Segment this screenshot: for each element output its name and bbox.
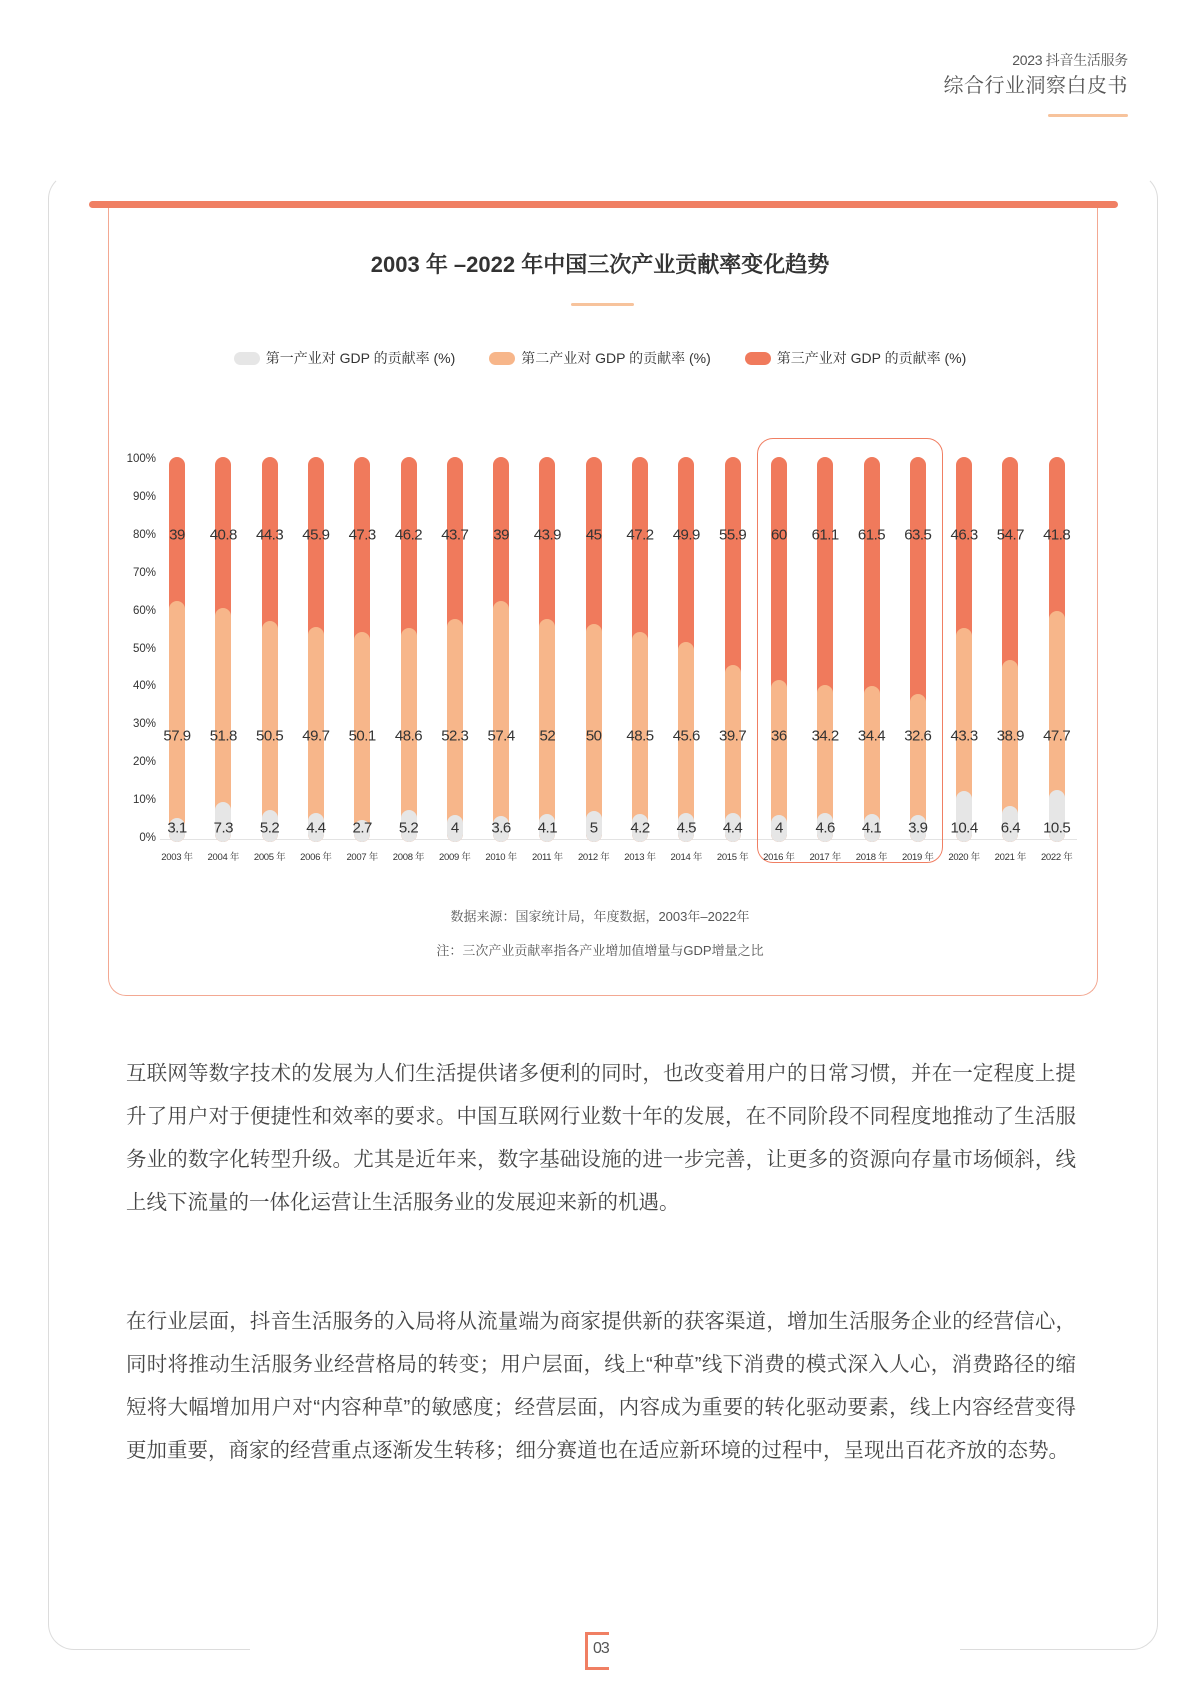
value-label-primary: 4 <box>450 819 459 837</box>
x-tick-label: 2009 年 <box>439 852 471 863</box>
value-label-primary: 2.7 <box>352 819 372 837</box>
value-label-tertiary: 45 <box>585 526 602 544</box>
chart-source: 数据来源：国家统计局，年度数据，2003年–2022年 <box>450 909 750 924</box>
body-paragraph-1: 互联网等数字技术的发展为人们生活提供诸多便利的同时，也改变着用户的日常习惯，并在一定程度上提升了用户对于便捷性和效率的要求。中国互联网行业数十年的发展，在不同阶段不同程度地推动了生活服务业的数字化转型升级。尤其是近年来，数字基础设施的进一步完善，让更多的资源向存量市场倾斜，线上线下流量的一体化运营让生活服务业的发展迎来新的机遇。 <box>126 1062 1076 1214</box>
x-tick-label: 2003 年 <box>161 852 193 863</box>
segment-secondary <box>493 601 509 842</box>
value-label-primary: 4.1 <box>861 819 882 837</box>
value-label-secondary: 50.1 <box>348 727 376 745</box>
x-tick-label: 2013 年 <box>624 852 656 863</box>
legend-label-secondary: 第二产业对 GDP 的贡献率 (%) <box>521 350 711 366</box>
value-label-tertiary: 40.8 <box>209 526 237 544</box>
value-label-secondary: 45.6 <box>672 727 700 745</box>
value-label-tertiary: 46.3 <box>950 526 978 544</box>
value-label-secondary: 48.6 <box>394 727 423 745</box>
chart-title: 2003 年 –2022 年中国三次产业贡献率变化趋势 <box>370 252 830 277</box>
value-label-primary: 4.5 <box>676 819 696 837</box>
x-tick-label: 2020 年 <box>948 852 980 863</box>
value-label-primary: 4.2 <box>630 819 650 837</box>
x-tick-label: 2015 年 <box>716 852 749 863</box>
x-tick-label: 2016 年 <box>763 852 795 863</box>
value-label-secondary: 36 <box>771 727 787 745</box>
x-tick-label: 2022 年 <box>1040 852 1073 863</box>
value-label-secondary: 50 <box>585 727 602 745</box>
value-label-primary: 5.2 <box>259 819 280 837</box>
value-label-secondary: 48.5 <box>626 727 654 745</box>
value-label-primary: 10.4 <box>950 819 978 837</box>
value-label-secondary: 38.9 <box>996 727 1024 745</box>
x-tick-label: 2005 年 <box>253 852 286 863</box>
y-tick-label: 70% <box>132 566 156 579</box>
x-tick-label: 2012 年 <box>577 852 610 863</box>
value-label-primary: 4 <box>774 819 783 837</box>
value-label-secondary: 57.4 <box>487 727 515 745</box>
y-tick-label: 60% <box>132 604 156 617</box>
value-label-secondary: 49.7 <box>302 727 330 745</box>
report-title: 综合行业洞察白皮书 <box>943 75 1128 97</box>
value-label-tertiary: 63.5 <box>904 526 932 544</box>
x-tick-label: 2007 年 <box>346 852 378 863</box>
y-tick-label: 20% <box>132 756 156 769</box>
segment-secondary <box>169 601 185 842</box>
value-label-primary: 3.6 <box>491 819 511 837</box>
value-label-tertiary: 47.2 <box>626 526 654 544</box>
x-tick-label: 2008 年 <box>392 852 425 863</box>
value-label-secondary: 32.6 <box>904 727 932 745</box>
value-label-primary: 4.6 <box>815 819 835 837</box>
value-label-tertiary: 60 <box>771 526 787 544</box>
x-tick-label: 2014 年 <box>670 852 703 863</box>
y-tick-label: 50% <box>132 642 156 655</box>
value-label-tertiary: 43.9 <box>533 526 561 544</box>
report-subtitle: 2023 抖音生活服务 <box>1012 52 1128 68</box>
y-tick-label: 80% <box>132 528 156 541</box>
value-label-primary: 6.4 <box>1000 819 1021 837</box>
value-label-tertiary: 49.9 <box>672 526 700 544</box>
value-label-tertiary: 61.5 <box>857 526 886 544</box>
value-label-primary: 3.9 <box>908 819 928 837</box>
value-label-primary: 7.3 <box>213 819 233 837</box>
x-tick-label: 2017 年 <box>809 852 841 863</box>
value-label-secondary: 51.8 <box>209 727 237 745</box>
y-tick-label: 100% <box>126 453 156 465</box>
value-label-secondary: 43.3 <box>950 727 978 745</box>
value-label-secondary: 52.3 <box>441 727 469 745</box>
value-label-secondary: 57.9 <box>163 727 191 745</box>
x-tick-label: 2018 年 <box>855 852 888 863</box>
x-tick-label: 2011 年 <box>532 852 563 863</box>
x-tick-label: 2019 年 <box>902 852 934 863</box>
value-label-primary: 3.1 <box>167 819 187 837</box>
value-label-primary: 4.4 <box>722 819 743 837</box>
chart-note: 注：三次产业贡献率指各产业增加值增量与GDP增量之比 <box>436 943 764 958</box>
x-tick-label: 2006 年 <box>300 852 332 863</box>
value-label-tertiary: 47.3 <box>348 526 376 544</box>
value-label-primary: 5.2 <box>398 819 419 837</box>
value-label-tertiary: 44.3 <box>255 526 284 544</box>
value-label-primary: 10.5 <box>1043 819 1071 837</box>
value-label-tertiary: 39 <box>169 526 185 544</box>
page-number: 03 <box>593 1640 609 1657</box>
value-label-tertiary: 54.7 <box>996 526 1024 544</box>
value-label-tertiary: 46.2 <box>394 526 423 544</box>
value-label-secondary: 34.2 <box>811 727 839 745</box>
y-tick-label: 40% <box>132 680 156 693</box>
value-label-tertiary: 41.8 <box>1043 526 1071 544</box>
value-label-secondary: 50.5 <box>255 727 284 745</box>
x-tick-label: 2021 年 <box>994 852 1027 863</box>
value-label-primary: 5 <box>589 819 598 837</box>
value-label-tertiary: 45.9 <box>302 526 330 544</box>
body-paragraph-2: 在行业层面，抖音生活服务的入局将从流量端为商家提供新的获客渠道，增加生活服务企业的经营信心，同时将推动生活服务业经营格局的转变；用户层面，线上“种草”线下消费的模式深入人心，消费路径的缩短将大幅增加用户对“内容种草”的敏感度；经营层面，内容成为重要的转化驱动要素，线上内容经营变得更加重要，商家的经营重点逐渐发生转移；细分赛道也在适应新环境的过程中，呈现出百花齐放的态势。 <box>126 1310 1076 1462</box>
x-tick-label: 2010 年 <box>485 852 517 863</box>
y-tick-label: 30% <box>132 718 156 731</box>
value-label-tertiary: 39 <box>493 526 509 544</box>
value-label-secondary: 34.4 <box>857 727 886 745</box>
value-label-tertiary: 55.9 <box>718 526 747 544</box>
value-label-tertiary: 61.1 <box>811 526 839 544</box>
value-label-primary: 4.4 <box>306 819 326 837</box>
y-tick-label: 0% <box>139 832 156 844</box>
value-label-secondary: 52 <box>539 727 556 745</box>
value-label-secondary: 39.7 <box>718 727 747 745</box>
value-label-secondary: 47.7 <box>1043 727 1071 745</box>
legend-label-tertiary: 第三产业对 GDP 的贡献率 (%) <box>776 350 967 366</box>
value-label-tertiary: 43.7 <box>441 526 469 544</box>
y-tick-label: 90% <box>132 490 156 503</box>
x-tick-label: 2004 年 <box>207 852 240 863</box>
y-tick-label: 10% <box>132 794 156 807</box>
value-label-primary: 4.1 <box>537 819 558 837</box>
legend-label-primary: 第一产业对 GDP 的贡献率 (%) <box>265 350 456 366</box>
